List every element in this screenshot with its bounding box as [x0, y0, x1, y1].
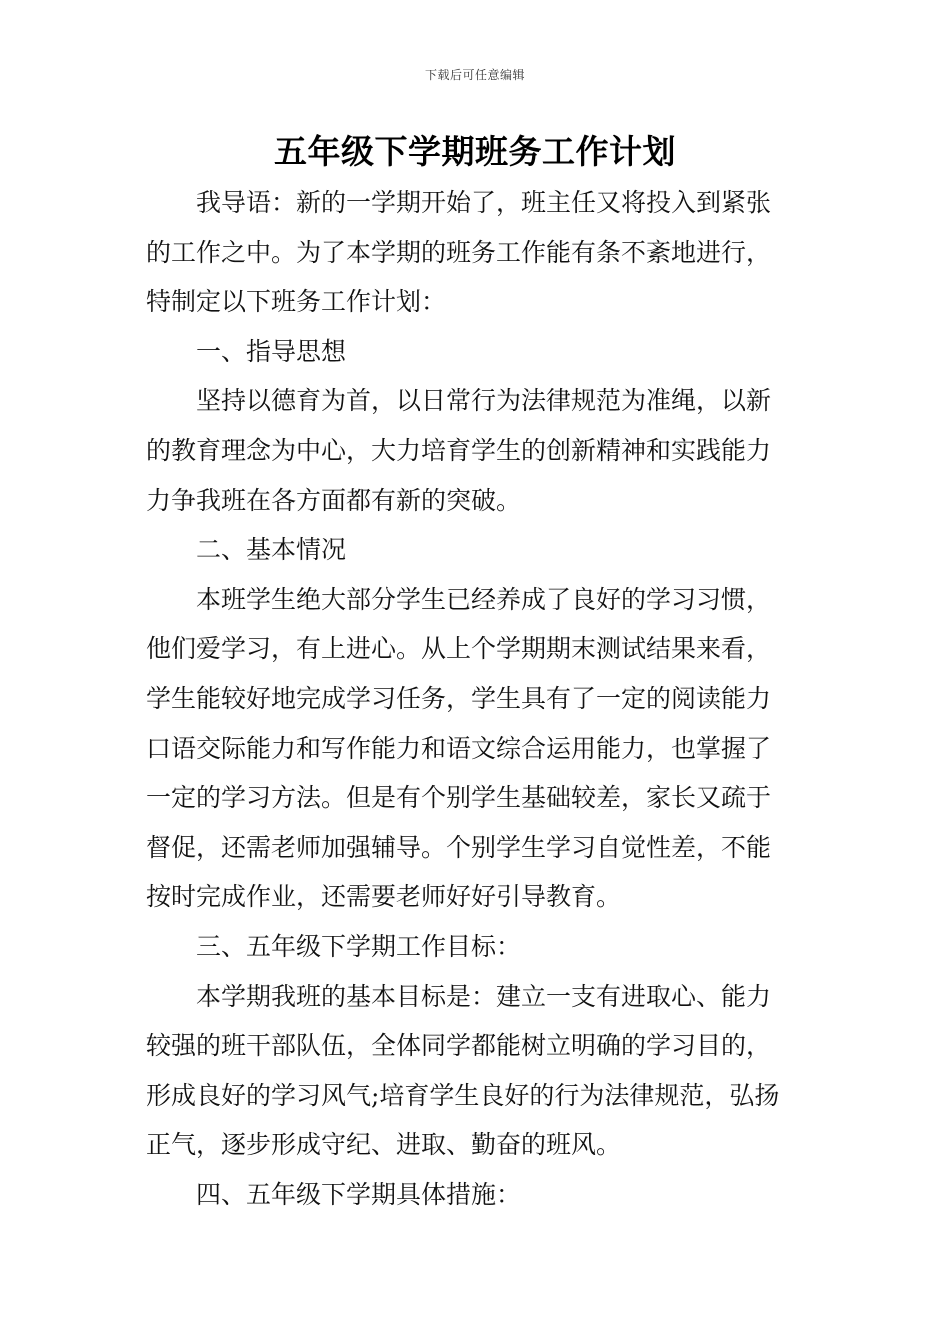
paragraph-line: 形成良好的学习风气;培育学生良好的行为法律规范，弘扬 — [146, 1080, 780, 1110]
header-note: 下载后可任意编辑 — [424, 68, 525, 82]
paragraph-line: 较强的班干部队伍，全体同学都能树立明确的学习目的， — [146, 1031, 772, 1061]
paragraph-line: 坚持以德育为首，以日常行为法律规范为准绳，以新 — [196, 386, 772, 416]
paragraph-line: 本学期我班的基本目标是：建立一支有进取心、能力 — [196, 981, 772, 1011]
section-heading: 二、基本情况 — [196, 535, 347, 565]
paragraph-line: 本班学生绝大部分学生已经养成了良好的学习习惯， — [196, 584, 772, 614]
paragraph-line: 特制定以下班务工作计划： — [146, 287, 447, 317]
paragraph-line: 他们爱学习，有上进心。从上个学期期末测试结果来看， — [146, 634, 772, 664]
section-heading: 一、指导思想 — [196, 336, 347, 366]
paragraph-line: 力争我班在各方面都有新的突破。 — [146, 485, 522, 515]
paragraph-line: 督促，还需老师加强辅导。个别学生学习自觉性差，不能 — [146, 832, 772, 862]
paragraph-line: 按时完成作业，还需要老师好好引导教育。 — [146, 882, 622, 912]
paragraph-line: 学生能较好地完成学习任务，学生具有了一定的阅读能力 — [146, 683, 772, 713]
document-title: 五年级下学期班务工作计划 — [274, 132, 676, 171]
section-heading: 三、五年级下学期工作目标： — [196, 931, 522, 961]
paragraph-line: 的教育理念为中心，大力培育学生的创新精神和实践能力 — [146, 435, 772, 465]
section-heading: 四、五年级下学期具体措施： — [196, 1179, 522, 1209]
document-body — [146, 178, 810, 1219]
paragraph-line: 一定的学习方法。但是有个别学生基础较差，家长又疏于 — [146, 783, 772, 813]
paragraph-line: 我导语：新的一学期开始了，班主任又将投入到紧张 — [196, 188, 772, 217]
paragraph-line: 的工作之中。为了本学期的班务工作能有条不紊地进行， — [146, 237, 772, 267]
paragraph-line: 口语交际能力和写作能力和语文综合运用能力，也掌握了 — [146, 733, 772, 763]
paragraph-line: 正气，逐步形成守纪、进取、勤奋的班风。 — [146, 1130, 622, 1160]
